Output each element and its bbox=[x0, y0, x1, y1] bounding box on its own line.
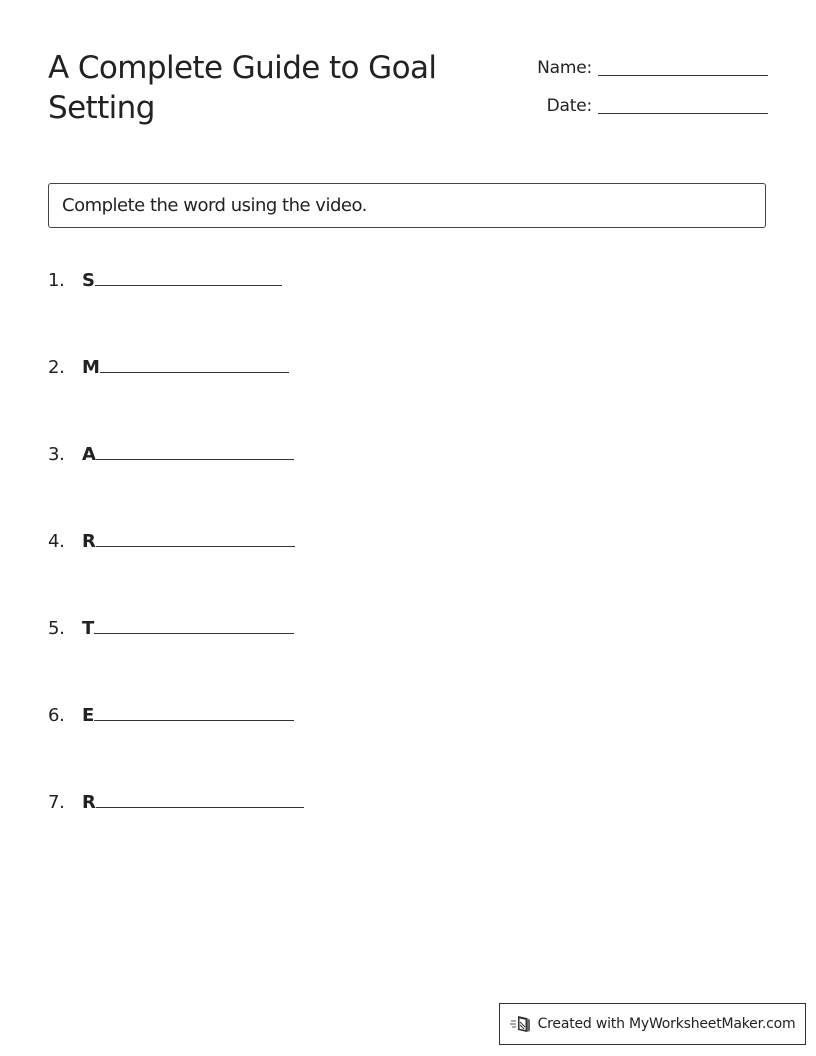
worksheet-maker-logo-icon bbox=[510, 1014, 532, 1034]
date-label: Date: bbox=[546, 96, 592, 116]
question-number: 5. bbox=[48, 618, 65, 639]
answer-blank[interactable] bbox=[94, 632, 294, 634]
question-letter: M bbox=[82, 357, 100, 378]
question-number: 2. bbox=[48, 357, 65, 378]
question-number: 3. bbox=[48, 444, 65, 465]
answer-blank[interactable] bbox=[96, 545, 295, 547]
question-letter: E bbox=[82, 705, 95, 726]
question-item bbox=[48, 618, 294, 639]
date-field[interactable] bbox=[598, 112, 768, 114]
footer-badge[interactable] bbox=[499, 1003, 806, 1045]
question-letter: T bbox=[82, 618, 95, 639]
question-item bbox=[48, 531, 295, 552]
question-letter: R bbox=[82, 792, 96, 813]
name-field[interactable] bbox=[598, 74, 768, 76]
question-item bbox=[48, 270, 282, 291]
question-number: 7. bbox=[48, 792, 65, 813]
answer-blank[interactable] bbox=[94, 719, 294, 721]
instructions-box: Complete the word using the video. bbox=[48, 183, 766, 228]
question-number: 6. bbox=[48, 705, 65, 726]
question-item bbox=[48, 444, 294, 465]
question-letter: R bbox=[82, 531, 96, 552]
question-item bbox=[48, 705, 294, 726]
question-number: 1. bbox=[48, 270, 65, 291]
student-info-fields bbox=[537, 50, 768, 116]
question-number: 4. bbox=[48, 531, 65, 552]
footer-text: Created with MyWorksheetMaker.com bbox=[537, 1016, 796, 1032]
worksheet-title: A Complete Guide to Goal Setting bbox=[48, 50, 437, 126]
name-label: Name: bbox=[537, 58, 592, 78]
answer-blank[interactable] bbox=[95, 284, 282, 286]
date-field-row bbox=[537, 78, 768, 116]
question-item bbox=[48, 357, 289, 378]
answer-blank[interactable] bbox=[100, 371, 289, 373]
answer-blank[interactable] bbox=[96, 806, 304, 808]
question-item bbox=[48, 792, 304, 813]
answer-blank[interactable] bbox=[96, 458, 294, 460]
name-field-row bbox=[537, 50, 768, 78]
question-letter: A bbox=[82, 444, 96, 465]
question-letter: S bbox=[82, 270, 95, 291]
